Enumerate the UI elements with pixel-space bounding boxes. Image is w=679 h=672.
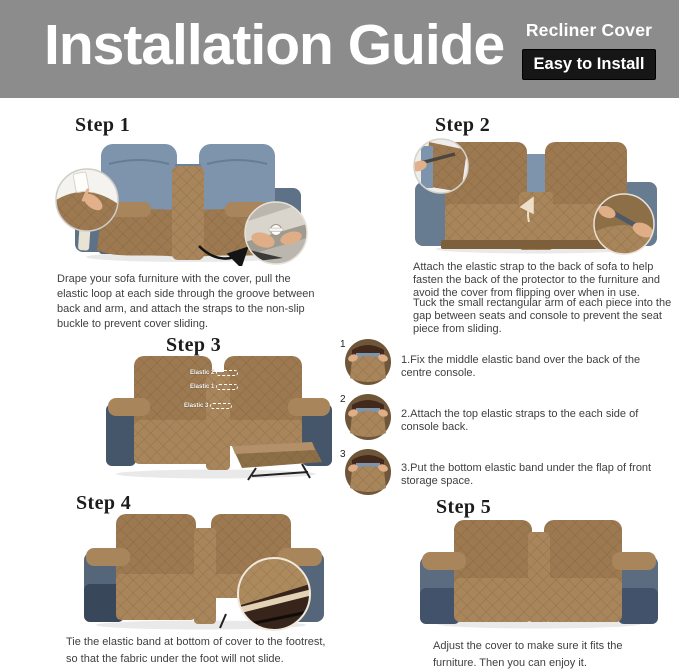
- page-title: Installation Guide: [44, 13, 505, 77]
- easy-install-badge: Easy to Install: [522, 49, 657, 80]
- sofa-cover-draping-image: [52, 138, 324, 266]
- buckle-attach-inset-circle: [245, 202, 307, 264]
- step2-instruction-text-2: Tuck the small rectangular arm of each piece into the gap between seats and console to prevent the seat piece from sliding.: [413, 297, 672, 335]
- substep-1-number: 1: [340, 339, 346, 350]
- step1-title: Step 1: [75, 114, 131, 136]
- step1-instruction-text: Drape your sofa furniture with the cover, pull the elastic loop at each side through the groove between back and arm, and attach the straps to the non-slip buckle to prevent cover sliding.: [57, 273, 315, 330]
- elastic-3-dashed-arrow: [210, 403, 232, 409]
- strap-pull-inset-circle: [56, 169, 118, 231]
- header-banner: [0, 0, 679, 98]
- substep-2-thumbnail-icon: [344, 393, 392, 441]
- elastic-label-row-1: [190, 370, 238, 376]
- substep-3-text: 3.Put the bottom elastic band under the flap of front storage space.: [401, 462, 652, 488]
- finished-covered-sofa-image: [416, 516, 662, 630]
- substep-1-text: 1.Fix the middle elastic band over the back of the centre console.: [401, 354, 641, 380]
- footrest-tie-image: [76, 510, 332, 632]
- elastic-label-row-3: [184, 403, 232, 409]
- step2-title: Step 2: [435, 114, 491, 136]
- step4-title: Step 4: [76, 492, 132, 514]
- step3-substep-3: [340, 448, 666, 496]
- sofa-strap-tuck-image: [410, 136, 662, 256]
- substep-3-number: 3: [340, 449, 346, 460]
- step2-illustration: [410, 136, 662, 256]
- substep-3-thumbnail-icon: [344, 448, 392, 496]
- step4-illustration: [76, 510, 332, 632]
- step5-title: Step 5: [436, 496, 492, 518]
- step3-illustration: [106, 350, 332, 482]
- step3-title: Step 3: [166, 334, 222, 356]
- header-right-block: [519, 20, 659, 80]
- step3-substep-2: [340, 393, 666, 441]
- step3-substep-1: [340, 338, 666, 386]
- elastic-1-label: Elastic 1: [190, 384, 215, 390]
- elastic-3-label: Elastic 3: [184, 403, 209, 409]
- step1-illustration: [52, 138, 324, 266]
- elastic-label-row-2: [190, 384, 238, 390]
- elastic-2-label: Elastic 2: [190, 370, 215, 376]
- product-name-label: Recliner Cover: [525, 20, 653, 40]
- substep-2-text: 2.Attach the top elastic straps to the each side of console back.: [401, 408, 639, 434]
- substep-2-number: 2: [340, 394, 346, 405]
- step5-instruction-text: Adjust the cover to make sure it fits the furniture. Then you can enjoy it.: [433, 640, 623, 670]
- substep-1-thumbnail-icon: [344, 338, 392, 386]
- step4-instruction-text: Tie the elastic band at bottom of cover to the footrest, so that the fabric under the foot will not slide.: [66, 636, 326, 665]
- step5-illustration: [416, 516, 662, 630]
- elastic-2-dashed-arrow: [216, 370, 238, 376]
- elastic-1-dashed-arrow: [216, 384, 238, 390]
- step2-instruction-text-1: Attach the elastic strap to the back of sofa to help fasten the back of the protector to the furniture and avoid the cover from flipping over when in use.: [413, 261, 661, 299]
